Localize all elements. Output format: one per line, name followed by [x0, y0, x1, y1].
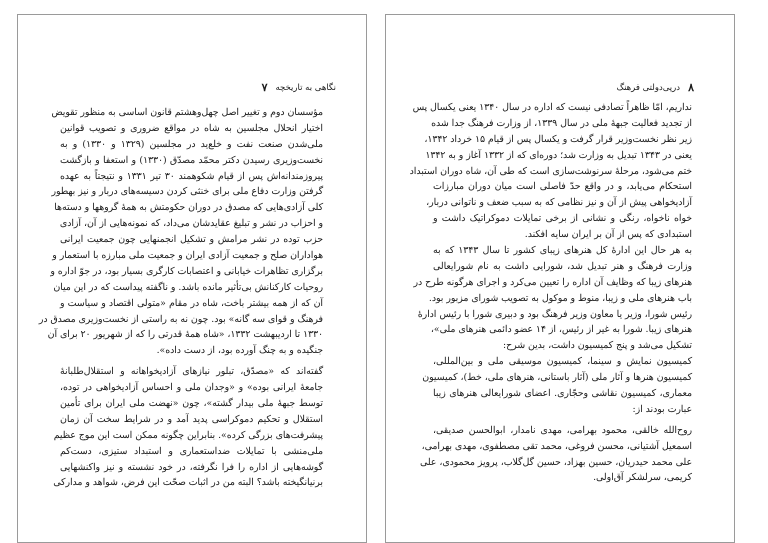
left-page	[17, 14, 367, 543]
right-running-head-title: درپی‌دولتی فرهنگ	[616, 83, 681, 93]
text-line: استقلال و تحکیم دموکراسی پدید آمد و در شرایط سخت آن زمان	[60, 413, 323, 425]
text-line: گوشه‌هایی از اداره را فرا نگرفته، در خود نشسته و نیز واکنشهایی	[60, 461, 323, 473]
text-line: ملی‌شدن صنعت نفت و خلع‌ید در مجلسین (۱۳۲۹ و ۱۳۳۰) و به	[60, 138, 323, 150]
text-line: به هر حال این ادارهٔ کل هنرهای زیبای کشور تا سال ۱۳۴۳ که به	[433, 245, 692, 257]
text-line: هنرهای زیبا. شورا به غیر از رئیس، از ۱۴ عضو دائمی هنرهای ملی»،	[430, 324, 692, 336]
text-line: پیروزمندانه‌اش پس از قیام شکوهمند ۳۰ تیر ۱۳۳۱ و نتیجتاً به عهده	[60, 170, 323, 182]
text-line: جامعهٔ ایرانی بوده» و «وجدان ملی و احساس آزادیخواهی در توده،	[60, 382, 323, 394]
text-line: مؤسسان دوم و تغییر اصل چهل‌وهشتم قانون اساسی به منظور تقویض	[51, 107, 323, 118]
left-running-head-title: نگاهی به تاریخچه	[275, 83, 336, 93]
text-line: گفته‌اند که «مصدّق، تبلور نیازهای آزادیخواهانه و استقلال‌طلبانهٔ	[60, 366, 323, 378]
text-line: آزادیخواهی پیش از آن و نیز نظامی که به سبب ضعف و ناتوانی دربار،	[426, 197, 692, 209]
text-line: کمیسیون هنرها و آثار ملی (آثار باستانی، هنرهای ملی، خط)، کمیسیون	[422, 372, 692, 384]
text-line: پیشرفت‌های بزرگی کرده». بنابراین چگونه ممکن است این موج عظیم	[53, 429, 323, 441]
text-line: ملی‌منشی با تمایلات ضداستعماری و استبداد ستیزی، دست‌کم	[60, 445, 323, 457]
text-line: نداریم، امّا ظاهراً تصادفی نیست که اداره در سال ۱۳۴۰ یعنی یکسال پس	[412, 102, 692, 113]
right-page-number: ۸	[688, 81, 694, 94]
text-line: هنرهای زیبا که وظایف آن اداره را تعیین می‌کرد و اجرای هرگونه طرح در	[413, 276, 692, 288]
text-line: کمیسیون نمایش و سینما، کمیسیون موسیقی ملی و بین‌المللی،	[433, 356, 692, 368]
text-line: یعنی در ۱۳۴۳ تبدیل به وزارت شد؛ دوره‌ای که از ۱۳۳۲ آغاز و به ۱۳۴۲	[425, 149, 692, 161]
text-line: کلی آزادی‌هایی که مصدق در دوران حکومتش به همهٔ گروهها و دسته‌ها	[54, 202, 323, 214]
text-line: تشکیل می‌شد و پنج کمیسیون داشت، بدین شرح:	[503, 340, 692, 352]
text-line: اسمعیل آشتیانی، محسن فروغی، محمد تقی مصطفوی، مهدی بهرامی،	[421, 440, 692, 452]
text-line: معماری، کمیسیون نقاشی وحجّاری. اعضای شورایعالی هنرهای زیبا	[433, 388, 692, 400]
text-line: عبارت بودند از:	[632, 403, 692, 415]
text-line: باب هنرهای ملی و زیبا، منوط و موکول به تصویب شورای مزبور بود.	[428, 292, 692, 304]
text-line: روحیات کارکنانش بی‌تأثیر مانده باشد. و ناگفته پیداست که در این میان	[53, 281, 323, 293]
text-line: استحکام می‌یابد، و در واقع حدّ فاصلی است میان دوران مبارزات	[433, 181, 692, 193]
text-line: ۱۳۳۰ تا اردیبهشت ۱۳۳۲، «شاه همهٔ قدرتی را که از شهریور ۲۰ برای آن	[47, 329, 323, 341]
text-line: ختم می‌شود، مرحلهٔ سرنوشت‌سازی است که طی آن، شاه دوران استبداد	[409, 165, 692, 177]
text-line: هواداران صلح و جمعیت آزادی ایران و جمعیت ملی مبارزه با استعمار و	[52, 250, 323, 262]
text-line: استبدادی که پس از آن بر ایران سایه افکند.	[524, 229, 692, 241]
right-body-text	[409, 100, 692, 486]
text-line: آن که از همه بیشتر باخت، شاه در مقام «متولی اقتصاد و سیاست و	[60, 297, 323, 309]
right-running-head	[416, 81, 694, 95]
left-body-text	[38, 105, 323, 491]
text-line: نخست‌وزیری رسیدن دکتر محمّد مصدّق (۱۳۳۰) و استعفا و بازگشت	[60, 154, 323, 166]
text-line: خواه ناخواه، رنگی و نشانی از برخی تمایلات دموکراتیک داشت و	[433, 213, 692, 225]
gutter	[367, 14, 385, 543]
text-line: توسط جبههٔ ملی بیدار گشته»، چون «نهضت ملی ایران برای تأمین	[60, 398, 323, 410]
text-line: زیر نظر نخست‌وزیر قرار گرفت و یکسال پس از قیام ۱۵ خرداد ۱۳۴۲،	[424, 133, 692, 145]
text-line: حزب توده در نشر مرامش و تشکیل انجمنهایی چون جمعیت ایرانی	[60, 234, 323, 246]
text-line: برگزاری تظاهرات خیابانی و اعتصابات کارگری بسیار بود، در جوّ اداره و	[50, 265, 323, 277]
right-page	[385, 14, 735, 543]
text-line: از تجدید فعالیت جبههٔ ملی در سال ۱۳۳۹، از وزارت فرهنگ جدا شده	[431, 117, 692, 129]
text-line: وزارت فرهنگ و هنر تبدیل شد، شورایی داشت به نام شورایعالی	[433, 260, 692, 272]
text-line: جنگیده و به چنگ آورده بود، از دست داده».	[156, 345, 323, 357]
text-line: فرهنگ و قوای سه گانه» بود. چون نه به راستی از نخست‌وزیری مصدق در	[38, 313, 323, 325]
text-line: اختیار انحلال مجلسین به شاه در مواقع ضروری و تصویب قوانین	[60, 122, 323, 134]
text-line: کریمی، سرلشکر آق‌اولی.	[593, 472, 692, 484]
text-line: علی محمد حیدریان، حسین بهزاد، حسین گل‌گلاب، پرویز محمودی، علی	[419, 456, 692, 468]
text-line: و احزاب در نشر و تبلیغ عقایدشان می‌داد، که نمونه‌هایی از آن، آزادی	[59, 218, 323, 230]
text-line: برنیانگیخته باشد؟ البته من در اثبات صحّت این فرض، شواهد و مدارکی	[53, 477, 323, 489]
left-page-number: ۷	[261, 81, 268, 94]
text-line: روح‌الله خالقی، محمود بهرامی، مهدی نامدار، ابوالحسن صدیقی،	[433, 424, 692, 436]
text-line: رئیس شورا، وزیر یا معاون وزیر فرهنگ بود و دبیری شورا با رئیس ادارهٔ	[417, 308, 692, 320]
text-line: گرفتن وزارت دفاع ملی برای خنثی کردن دسیسه‌های دربار و نیز بهطور	[51, 186, 323, 198]
left-running-head	[88, 81, 336, 95]
